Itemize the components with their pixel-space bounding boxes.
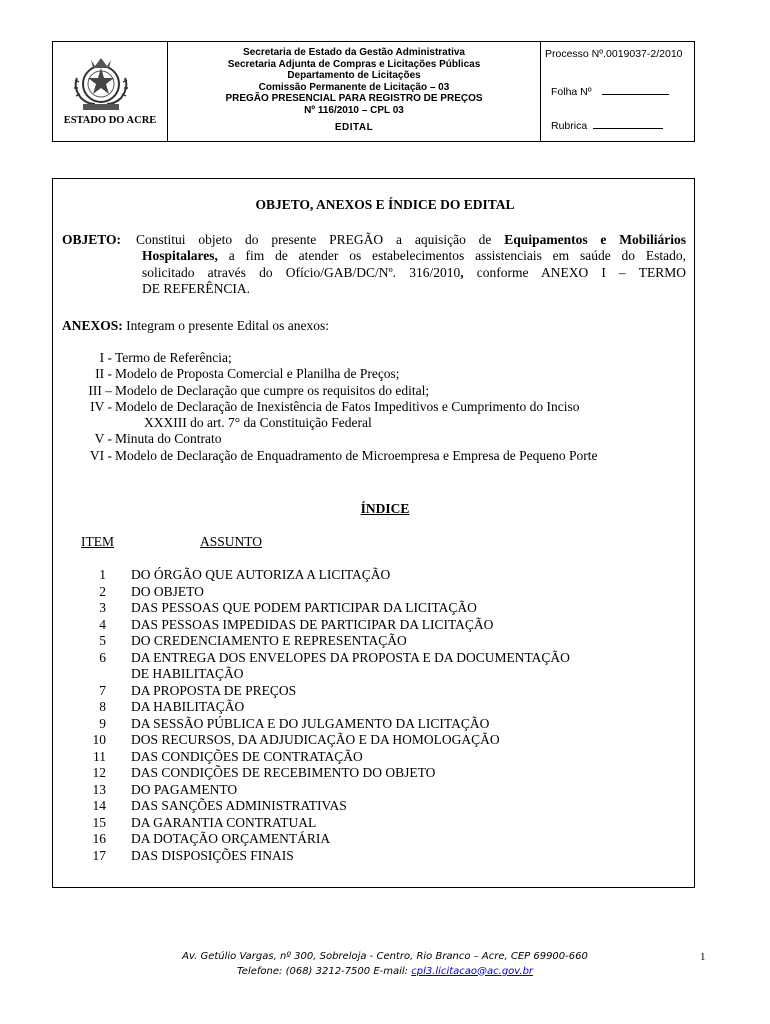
indice-row bbox=[82, 782, 570, 799]
folha-field bbox=[551, 86, 669, 98]
indice-row bbox=[82, 765, 570, 782]
indice-number: 1 bbox=[99, 567, 106, 582]
indice-subject: DAS DISPOSIÇÕES FINAIS bbox=[131, 847, 294, 863]
indice-subject: DAS PESSOAS IMPEDIDAS DE PARTICIPAR DA LICITAÇÃO bbox=[131, 616, 494, 632]
objeto-line bbox=[142, 248, 686, 264]
indice-title bbox=[0, 501, 770, 517]
indice-number: 7 bbox=[99, 682, 106, 698]
anexo-item bbox=[62, 366, 597, 382]
rubrica-field bbox=[551, 120, 663, 132]
indice-number: 15 bbox=[92, 814, 106, 830]
objeto-text-part: conforme ANEXO I – TERMO bbox=[463, 264, 686, 280]
indice-subject: DE HABILITAÇÃO bbox=[131, 666, 244, 681]
indice-subject: DAS CONDIÇÕES DE RECEBIMENTO DO OBJETO bbox=[131, 765, 436, 780]
indice-number: 2 bbox=[99, 583, 106, 599]
indice-number: 9 bbox=[99, 715, 106, 731]
document-header bbox=[52, 41, 695, 142]
indice-subject: DA HABILITAÇÃO bbox=[131, 699, 245, 714]
header-divider bbox=[540, 42, 541, 141]
state-name: ESTADO DO ACRE bbox=[63, 115, 157, 126]
anexo-number: II - bbox=[95, 366, 112, 382]
state-crest-icon bbox=[69, 54, 133, 118]
indice-number: 8 bbox=[99, 699, 106, 714]
objeto-text-part: solicitado através do Ofício/GAB/DC/Nº. 316/2010 bbox=[142, 264, 461, 280]
rubrica-label: Rubrica bbox=[551, 120, 588, 132]
indice-row bbox=[82, 749, 570, 766]
anexo-number: I - bbox=[99, 350, 112, 365]
indice-number: 5 bbox=[99, 633, 106, 648]
footer-contact bbox=[0, 965, 770, 980]
indice-number: 12 bbox=[92, 765, 106, 780]
processo-number: Processo Nº.0019037-2/2010 bbox=[545, 48, 683, 60]
anexo-item bbox=[62, 399, 597, 415]
indice-row bbox=[82, 831, 570, 848]
indice-subject: DO CREDENCIAMENTO E REPRESENTAÇÃO bbox=[131, 633, 407, 648]
indice-subject: DO PAGAMENTO bbox=[131, 781, 238, 797]
footer-email-link[interactable]: cpl3.licitacao@ac.gov.br bbox=[411, 965, 534, 977]
anexo-text: Modelo de Proposta Comercial e Planilha de Preços; bbox=[115, 366, 400, 382]
edital-label: EDITAL bbox=[334, 122, 374, 133]
indice-col-item: ITEM bbox=[81, 534, 114, 549]
footer-address: Av. Getúlio Vargas, nº 300, Sobreloja - Centro, Rio Branco – Acre, CEP 69900-660 bbox=[182, 951, 588, 962]
anexo-text: Modelo de Declaração que cumpre os requisitos do edital; bbox=[115, 382, 430, 398]
indice-subject: DAS PESSOAS QUE PODEM PARTICIPAR DA LICITAÇÃO bbox=[131, 600, 477, 615]
objeto-bold-part: Hospitalares, bbox=[142, 248, 218, 264]
page-footer bbox=[0, 950, 770, 979]
header-line: PREGÃO PRESENCIAL PARA REGISTRO DE PREÇOS bbox=[225, 93, 483, 104]
indice-row bbox=[82, 567, 570, 584]
indice-row bbox=[82, 650, 570, 667]
indice-list bbox=[82, 567, 570, 864]
objeto-line: DE REFERÊNCIA. bbox=[142, 280, 250, 296]
objeto-line bbox=[136, 232, 686, 248]
objeto-text-part: Constitui objeto do presente PREGÃO a aquisição de bbox=[136, 232, 492, 247]
anexos-intro bbox=[62, 318, 329, 334]
footer-phone: Telefone: (068) 3212-7500 E-mail: bbox=[236, 965, 409, 977]
anexo-number: V - bbox=[94, 431, 112, 447]
indice-subject: DAS SANÇÕES ADMINISTRATIVAS bbox=[131, 798, 347, 813]
indice-number: 16 bbox=[92, 831, 106, 846]
indice-subject: DOS RECURSOS, DA ADJUDICAÇÃO E DA HOMOLOGAÇÃO bbox=[131, 732, 500, 747]
objeto-label: OBJETO: bbox=[62, 232, 122, 247]
anexo-text: Modelo de Declaração de Enquadramento de Microempresa e Empresa de Pequeno Porte bbox=[115, 447, 598, 463]
indice-title-text: ÍNDICE bbox=[360, 501, 410, 516]
anexo-text: XXXIII do art. 7° da Constituição Federal bbox=[144, 415, 372, 431]
indice-number: 17 bbox=[92, 847, 106, 863]
anexos-intro-text: Integram o presente Edital os anexos: bbox=[126, 318, 329, 333]
indice-row bbox=[82, 798, 570, 815]
objeto-text bbox=[136, 232, 687, 297]
objeto-text-part: a fim de atender os estabelecimentos assistenciais em saúde do Estado, bbox=[228, 248, 686, 264]
rubrica-blank bbox=[593, 128, 663, 129]
indice-subject: DA GARANTIA CONTRATUAL bbox=[131, 814, 317, 830]
indice-subject: DA ENTREGA DOS ENVELOPES DA PROPOSTA E DA DOCUMENTAÇÃO bbox=[131, 649, 570, 665]
indice-subject: DAS CONDIÇÕES DE CONTRATAÇÃO bbox=[131, 748, 363, 764]
header-line: Secretaria Adjunta de Compras e Licitações Públicas bbox=[227, 58, 481, 70]
indice-number: 6 bbox=[99, 649, 106, 665]
anexo-text: Termo de Referência; bbox=[115, 350, 232, 365]
anexo-number: IV - bbox=[90, 398, 112, 414]
anexo-item-continuation bbox=[62, 415, 597, 431]
indice-col-assunto: ASSUNTO bbox=[200, 534, 263, 549]
anexo-text: Minuta do Contrato bbox=[115, 431, 222, 447]
indice-number: 14 bbox=[92, 798, 106, 813]
indice-row bbox=[82, 683, 570, 700]
indice-subject: DA PROPOSTA DE PREÇOS bbox=[131, 682, 297, 698]
anexo-item bbox=[62, 448, 597, 464]
indice-number bbox=[82, 666, 106, 683]
indice-subject: DO ÓRGÃO QUE AUTORIZA A LICITAÇÃO bbox=[131, 567, 391, 582]
folha-label: Folha Nº bbox=[551, 86, 592, 98]
anexos-list bbox=[62, 350, 597, 464]
anexo-item bbox=[62, 431, 597, 447]
page-number: 1 bbox=[700, 951, 706, 963]
header-institution bbox=[168, 47, 540, 134]
indice-row bbox=[82, 848, 570, 865]
anexo-item bbox=[62, 350, 597, 366]
objeto-line bbox=[142, 265, 686, 281]
anexo-text: Modelo de Declaração de Inexistência de Fatos Impeditivos e Cumprimento do Inciso bbox=[115, 398, 580, 414]
objeto-bold-part: , bbox=[460, 264, 464, 280]
indice-row bbox=[82, 600, 570, 617]
indice-row bbox=[82, 633, 570, 650]
indice-subject: DO OBJETO bbox=[131, 583, 204, 599]
header-line: Comissão Permanente de Licitação – 03 bbox=[258, 81, 450, 93]
indice-number: 4 bbox=[99, 616, 106, 632]
indice-subject: DA SESSÃO PÚBLICA E DO JULGAMENTO DA LICITAÇÃO bbox=[131, 715, 490, 731]
anexo-item bbox=[62, 383, 597, 399]
indice-row bbox=[82, 732, 570, 749]
header-line: Departamento de Licitações bbox=[287, 70, 421, 81]
indice-number: 13 bbox=[92, 781, 106, 797]
section-title: OBJETO, ANEXOS E ÍNDICE DO EDITAL bbox=[255, 197, 515, 212]
indice-row bbox=[82, 666, 570, 683]
indice-row bbox=[82, 617, 570, 634]
objeto-bold-part: Equipamentos e Mobiliários bbox=[504, 232, 687, 247]
indice-number: 11 bbox=[93, 748, 106, 764]
anexo-number: III – bbox=[88, 382, 112, 398]
indice-row bbox=[82, 699, 570, 716]
header-line: Secretaria de Estado da Gestão Administrativa bbox=[243, 47, 465, 58]
indice-subject: DA DOTAÇÃO ORÇAMENTÁRIA bbox=[131, 831, 331, 846]
folha-blank bbox=[602, 94, 669, 95]
indice-number: 10 bbox=[92, 732, 106, 747]
indice-row bbox=[82, 815, 570, 832]
header-line: Nº 116/2010 – CPL 03 bbox=[304, 104, 404, 116]
indice-row bbox=[82, 584, 570, 601]
anexo-number: VI - bbox=[89, 447, 112, 463]
indice-row bbox=[82, 716, 570, 733]
indice-number: 3 bbox=[99, 600, 106, 615]
anexos-label: ANEXOS: bbox=[62, 318, 123, 333]
